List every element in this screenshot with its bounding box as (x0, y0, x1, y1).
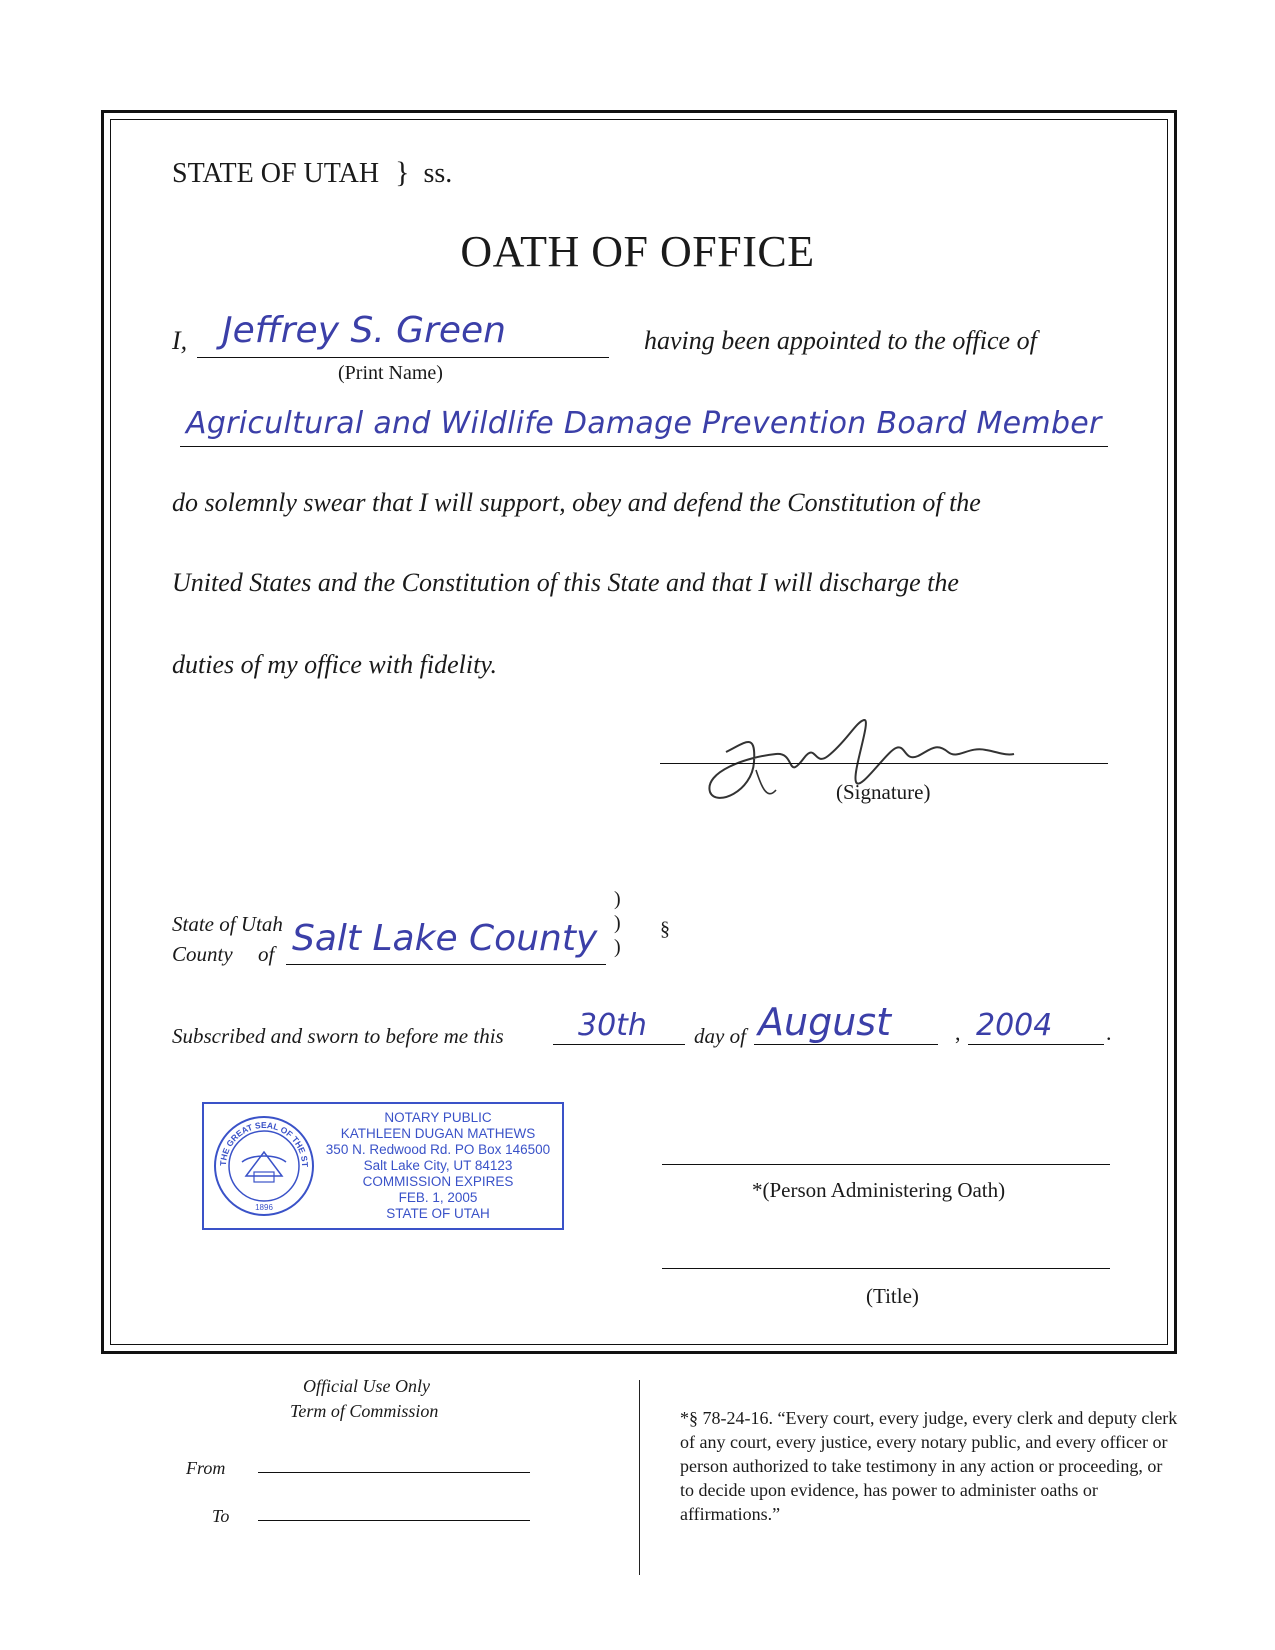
jurat-state-label: State of Utah (172, 912, 283, 936)
date-comma: , (955, 1020, 961, 1045)
office-line (180, 446, 1108, 447)
county-value: Salt Lake County (292, 918, 598, 959)
oath-prefix: I, (172, 326, 188, 355)
section-symbol: § (660, 918, 670, 940)
print-name-line (197, 357, 609, 358)
signature-caption: (Signature) (836, 780, 931, 804)
day-line (553, 1044, 685, 1045)
print-name-caption: (Print Name) (338, 362, 443, 384)
jurat-county-label: County (172, 942, 233, 966)
year-line (968, 1044, 1104, 1045)
oath-paragraph-line-3: duties of my office with fidelity. (172, 650, 497, 679)
oath-paragraph-line-2: United States and the Constitution of this State and that I will discharge the (172, 568, 959, 597)
print-name-value: Jeffrey S. Green (222, 310, 506, 351)
seal-year: 1896 (255, 1203, 273, 1212)
stamp-line-2: KATHLEEN DUGAN MATHEWS (340, 1126, 536, 1141)
state-name: STATE OF UTAH (172, 158, 380, 189)
official-use-label: Official Use Only (303, 1376, 430, 1396)
to-line (258, 1520, 530, 1521)
statute-text: *§ 78-24-16. “Every court, every judge, every clerk and deputy clerk of any court, every justice, every notary public, and every officer or person authorized to take testimony in any action or proceeding, or to decide upon evidence, has power to administer oaths or affirmations.” (680, 1408, 1178, 1524)
stamp-line-3: 350 N. Redwood Rd. PO Box 146500 (325, 1142, 551, 1157)
document-title: OATH OF OFFICE (460, 227, 815, 276)
jurat-paren-2: ) (614, 912, 621, 934)
appointed-text: having been appointed to the office of (644, 326, 1037, 355)
jurat-paren-1: ) (614, 888, 621, 910)
administering-caption: *(Person Administering Oath) (752, 1178, 1006, 1202)
seal-arc-text: THE GREAT SEAL OF THE ST (217, 1119, 311, 1167)
stamp-line-7: STATE OF UTAH (386, 1206, 490, 1221)
svg-text:THE GREAT SEAL OF THE STATE OF (212, 1114, 310, 1168)
stamp-line-6: FEB. 1, 2005 (398, 1190, 478, 1205)
ss-label: ss. (423, 158, 453, 189)
signature-line (660, 763, 1108, 764)
day-value: 30th (578, 1008, 647, 1043)
state-brace: } (395, 156, 410, 189)
from-label: From (186, 1458, 226, 1478)
date-period: . (1106, 1020, 1112, 1045)
jurat-paren-3: ) (614, 936, 621, 958)
month-value: August (758, 1000, 891, 1044)
stamp-line-4: Salt Lake City, UT 84123 (363, 1158, 513, 1173)
from-line (258, 1472, 530, 1473)
term-label: Term of Commission (290, 1401, 439, 1421)
to-label: To (212, 1506, 230, 1526)
office-value: Agricultural and Wildlife Damage Prevention Board Member (186, 406, 1102, 441)
notary-stamp (202, 1102, 564, 1230)
administering-line (662, 1164, 1110, 1165)
jurat-of-label: of (258, 942, 275, 966)
county-line (286, 964, 606, 965)
month-line (754, 1044, 938, 1045)
state-header (172, 156, 452, 190)
state-seal-image (212, 1114, 316, 1218)
title-line (662, 1268, 1110, 1269)
title-caption: (Title) (866, 1284, 919, 1308)
oath-paragraph-line-1: do solemnly swear that I will support, obey and defend the Constitution of the (172, 488, 981, 517)
stamp-line-5: COMMISSION EXPIRES (362, 1174, 514, 1189)
footer-divider (639, 1380, 640, 1575)
day-of-text: day of (694, 1024, 746, 1048)
year-value: 2004 (976, 1008, 1053, 1043)
stamp-line-1: NOTARY PUBLIC (384, 1110, 492, 1125)
subscribed-text: Subscribed and sworn to before me this (172, 1024, 504, 1048)
